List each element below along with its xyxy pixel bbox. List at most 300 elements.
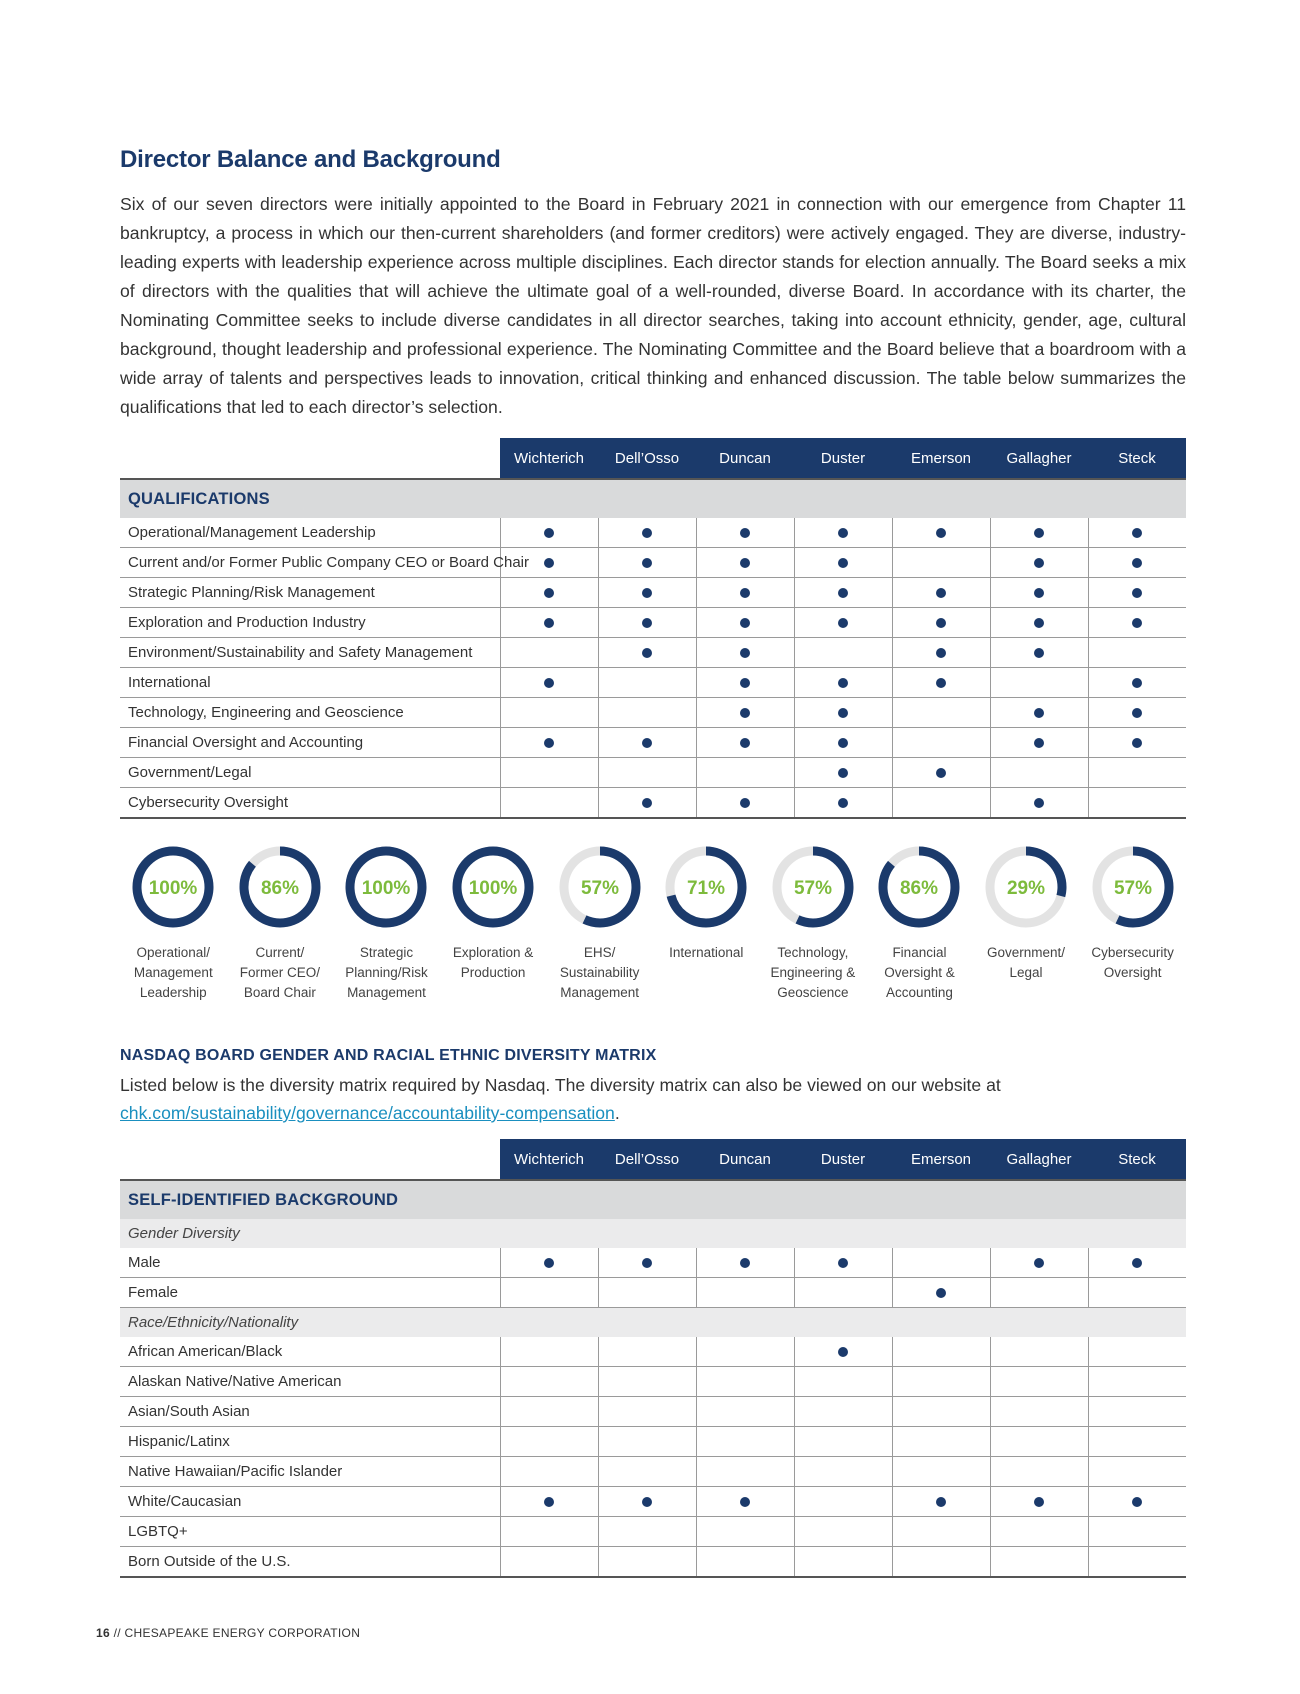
matrix-cell	[990, 1397, 1088, 1427]
matrix-cell	[598, 638, 696, 668]
bullet-dot-icon	[1034, 648, 1044, 658]
bullet-dot-icon	[1034, 588, 1044, 598]
ring-percent-label: 100%	[148, 878, 198, 899]
ring-percent-label: 100%	[468, 878, 518, 899]
ring-percent-label: 71%	[687, 878, 726, 899]
qualification-ring	[1079, 843, 1186, 1003]
director-column-header: Duster	[794, 438, 892, 479]
bullet-dot-icon	[1034, 708, 1044, 718]
matrix-cell	[500, 1248, 598, 1278]
table-row	[120, 1547, 1186, 1578]
matrix-cell	[598, 1547, 696, 1578]
matrix-cell	[892, 1487, 990, 1517]
matrix-cell	[500, 1278, 598, 1308]
row-label: Hispanic/Latinx	[120, 1427, 500, 1457]
matrix-cell	[500, 1457, 598, 1487]
matrix-cell	[1088, 1427, 1186, 1457]
matrix-cell	[794, 1427, 892, 1457]
director-column-header: Dell’Osso	[598, 1139, 696, 1180]
bullet-dot-icon	[1132, 1497, 1142, 1507]
matrix-cell	[598, 758, 696, 788]
matrix-cell	[696, 1337, 794, 1367]
bullet-dot-icon	[740, 708, 750, 718]
footer-company: CHESAPEAKE ENERGY CORPORATION	[124, 1626, 361, 1640]
page-content	[120, 140, 1186, 1578]
matrix-cell	[892, 578, 990, 608]
table-row	[120, 1487, 1186, 1517]
qualification-ring	[973, 843, 1080, 1003]
matrix-cell	[598, 668, 696, 698]
matrix-cell	[892, 758, 990, 788]
matrix-cell	[794, 1278, 892, 1308]
matrix-cell	[794, 1397, 892, 1427]
row-label: Exploration and Production Industry	[120, 608, 500, 638]
matrix-cell	[500, 758, 598, 788]
matrix-cell	[696, 578, 794, 608]
qualification-rings	[120, 843, 1186, 1003]
row-label: Financial Oversight and Accounting	[120, 728, 500, 758]
director-column-header: Duncan	[696, 1139, 794, 1180]
matrix-cell	[598, 728, 696, 758]
matrix-cell	[892, 548, 990, 578]
matrix-cell	[990, 518, 1088, 548]
bullet-dot-icon	[838, 1347, 848, 1357]
bullet-dot-icon	[838, 618, 848, 628]
bullet-dot-icon	[1132, 678, 1142, 688]
matrix-cell	[892, 1278, 990, 1308]
matrix-cell	[500, 1547, 598, 1578]
matrix-cell	[500, 518, 598, 548]
bullet-dot-icon	[936, 588, 946, 598]
bullet-dot-icon	[544, 1497, 554, 1507]
row-label: Technology, Engineering and Geoscience	[120, 698, 500, 728]
bullet-dot-icon	[740, 588, 750, 598]
matrix-cell	[892, 668, 990, 698]
bullet-dot-icon	[936, 618, 946, 628]
row-label: LGBTQ+	[120, 1517, 500, 1547]
matrix-cell	[1088, 1248, 1186, 1278]
matrix-cell	[500, 1427, 598, 1457]
matrix-cell	[696, 1517, 794, 1547]
bullet-dot-icon	[642, 738, 652, 748]
table-row	[120, 1397, 1186, 1427]
diversity-lead	[120, 1071, 1186, 1127]
matrix-cell	[892, 788, 990, 819]
bullet-dot-icon	[838, 798, 848, 808]
matrix-cell	[794, 758, 892, 788]
matrix-cell	[1088, 1547, 1186, 1578]
row-label: Strategic Planning/Risk Management	[120, 578, 500, 608]
matrix-cell	[990, 608, 1088, 638]
table-row	[120, 1337, 1186, 1367]
bullet-dot-icon	[936, 1497, 946, 1507]
matrix-cell	[990, 1547, 1088, 1578]
row-label: International	[120, 668, 500, 698]
matrix-cell	[696, 608, 794, 638]
matrix-cell	[598, 518, 696, 548]
matrix-cell	[500, 668, 598, 698]
table-row	[120, 728, 1186, 758]
matrix-cell	[696, 698, 794, 728]
bullet-dot-icon	[642, 558, 652, 568]
bullet-dot-icon	[936, 1288, 946, 1298]
matrix-cell	[696, 518, 794, 548]
bullet-dot-icon	[544, 678, 554, 688]
matrix-cell	[794, 1248, 892, 1278]
ring-chart	[1089, 843, 1177, 931]
director-column-header: Dell’Osso	[598, 438, 696, 479]
table-row	[120, 1367, 1186, 1397]
matrix-cell	[892, 698, 990, 728]
matrix-cell	[892, 1397, 990, 1427]
bullet-dot-icon	[1034, 558, 1044, 568]
page-number: 16	[96, 1626, 110, 1640]
matrix-cell	[598, 1457, 696, 1487]
matrix-cell	[1088, 608, 1186, 638]
subsection-label: Gender Diversity	[120, 1219, 1186, 1248]
matrix-cell	[794, 788, 892, 819]
director-column-header: Duster	[794, 1139, 892, 1180]
qualification-ring	[653, 843, 760, 1003]
matrix-cell	[1088, 1517, 1186, 1547]
matrix-cell	[696, 1547, 794, 1578]
bullet-dot-icon	[838, 558, 848, 568]
row-label: Female	[120, 1278, 500, 1308]
matrix-cell	[1088, 1337, 1186, 1367]
matrix-cell	[794, 1487, 892, 1517]
director-column-header: Duncan	[696, 438, 794, 479]
ring-chart	[236, 843, 324, 931]
bullet-dot-icon	[740, 558, 750, 568]
matrix-cell	[990, 1248, 1088, 1278]
bullet-dot-icon	[544, 558, 554, 568]
director-column-header: Steck	[1088, 438, 1186, 479]
matrix-cell	[892, 1517, 990, 1547]
matrix-cell	[1088, 518, 1186, 548]
bullet-dot-icon	[642, 618, 652, 628]
matrix-cell	[990, 728, 1088, 758]
matrix-cell	[500, 698, 598, 728]
matrix-cell	[794, 1547, 892, 1578]
matrix-cell	[696, 1427, 794, 1457]
matrix-cell	[500, 608, 598, 638]
matrix-cell	[990, 1457, 1088, 1487]
matrix-cell	[500, 638, 598, 668]
table-row	[120, 518, 1186, 548]
matrix-cell	[696, 1457, 794, 1487]
ring-caption: Strategic Planning/Risk Management	[345, 945, 428, 1000]
matrix-cell	[598, 1248, 696, 1278]
matrix-cell	[794, 578, 892, 608]
matrix-cell	[1088, 788, 1186, 819]
ring-caption: Cybersecurity Oversight	[1091, 945, 1174, 980]
matrix-cell	[990, 1487, 1088, 1517]
director-column-header: Emerson	[892, 1139, 990, 1180]
bullet-dot-icon	[1034, 738, 1044, 748]
director-column-header: Wichterich	[500, 438, 598, 479]
qualification-ring	[333, 843, 440, 1003]
matrix-cell	[598, 1487, 696, 1517]
matrix-cell	[990, 1517, 1088, 1547]
bullet-dot-icon	[544, 1258, 554, 1268]
subsection-row	[120, 1219, 1186, 1248]
ring-caption: International	[669, 945, 744, 960]
matrix-cell	[696, 1367, 794, 1397]
row-label: Operational/Management Leadership	[120, 518, 500, 548]
qualifications-table	[120, 438, 1186, 819]
ring-caption: Government/ Legal	[987, 945, 1066, 980]
bullet-dot-icon	[1132, 588, 1142, 598]
matrix-cell	[500, 578, 598, 608]
matrix-cell	[892, 1248, 990, 1278]
matrix-cell	[990, 638, 1088, 668]
qualification-ring	[227, 843, 334, 1003]
matrix-cell	[598, 548, 696, 578]
bullet-dot-icon	[740, 678, 750, 688]
matrix-cell	[990, 1427, 1088, 1457]
bullet-dot-icon	[838, 768, 848, 778]
ring-percent-label: 100%	[362, 878, 411, 899]
qualification-ring	[546, 843, 653, 1003]
matrix-cell	[1088, 698, 1186, 728]
matrix-cell	[794, 698, 892, 728]
ring-percent-label: 86%	[900, 878, 939, 899]
header-blank	[120, 438, 500, 479]
matrix-cell	[794, 728, 892, 758]
row-label: Current and/or Former Public Company CEO or Board Chair	[120, 548, 500, 578]
row-label: White/Caucasian	[120, 1487, 500, 1517]
subsection-label: Race/Ethnicity/Nationality	[120, 1308, 1186, 1338]
matrix-cell	[598, 788, 696, 819]
matrix-cell	[990, 548, 1088, 578]
row-label: Environment/Sustainability and Safety Management	[120, 638, 500, 668]
ring-caption: Exploration & Production	[452, 945, 534, 980]
row-label: Asian/South Asian	[120, 1397, 500, 1427]
table-row	[120, 1457, 1186, 1487]
bullet-dot-icon	[936, 768, 946, 778]
bullet-dot-icon	[740, 1258, 750, 1268]
matrix-cell	[892, 728, 990, 758]
table-row	[120, 698, 1186, 728]
matrix-cell	[500, 1487, 598, 1517]
ring-caption: Operational/ Management Leadership	[133, 945, 213, 1000]
matrix-cell	[598, 1367, 696, 1397]
intro-paragraph: Six of our seven directors were initially appointed to the Board in February 2021 in connection with our emergence from Chapter 11 bankruptcy, a process in which our then-current shareholders (and former creditors) were actively engaged. They are diverse, industry-leading experts with leadership experience across multiple disciplines. Each director stands for election annually. The Board seeks a mix of directors with the qualities that will achieve the ultimate goal of a well-rounded, diverse Board. In accordance with its charter, the Nominating Committee seeks to include diverse candidates in all director searches, taking into account ethnicity, gender, age, cultural background, thought leadership and professional experience. The Nominating Committee and the Board believe that a boardroom with a wide array of talents and perspectives leads to innovation, critical thinking and enhanced discussion. The table below summarizes the qualifications that led to each director’s selection.	[120, 194, 1186, 417]
bullet-dot-icon	[838, 678, 848, 688]
matrix-cell	[598, 1337, 696, 1367]
matrix-cell	[1088, 758, 1186, 788]
director-header-row	[120, 1139, 1186, 1180]
director-column-header: Gallagher	[990, 438, 1088, 479]
matrix-cell	[696, 788, 794, 819]
matrix-cell	[892, 1457, 990, 1487]
matrix-cell	[696, 758, 794, 788]
bullet-dot-icon	[838, 708, 848, 718]
matrix-cell	[794, 1367, 892, 1397]
table-row	[120, 788, 1186, 819]
background-heading: SELF-IDENTIFIED BACKGROUND	[120, 1180, 1186, 1219]
diversity-lead-text: Listed below is the diversity matrix required by Nasdaq. The diversity matrix can also be viewed on our website at	[120, 1075, 1001, 1095]
matrix-cell	[696, 638, 794, 668]
diversity-table	[120, 1139, 1186, 1578]
diversity-lead-end: .	[614, 1103, 620, 1123]
row-label: African American/Black	[120, 1337, 500, 1367]
matrix-cell	[1088, 1397, 1186, 1427]
matrix-cell	[696, 548, 794, 578]
ring-chart	[449, 843, 537, 931]
bullet-dot-icon	[1132, 1258, 1142, 1268]
row-label: Cybersecurity Oversight	[120, 788, 500, 819]
bullet-dot-icon	[1132, 738, 1142, 748]
qualifications-heading: QUALIFICATIONS	[120, 479, 1186, 518]
bullet-dot-icon	[1034, 1497, 1044, 1507]
row-label: Native Hawaiian/Pacific Islander	[120, 1457, 500, 1487]
ring-chart	[129, 843, 217, 931]
qualification-ring	[440, 843, 547, 1003]
matrix-cell	[892, 608, 990, 638]
matrix-cell	[598, 1397, 696, 1427]
ring-caption: Financial Oversight & Accounting	[884, 945, 955, 1000]
matrix-cell	[990, 1278, 1088, 1308]
row-label: Male	[120, 1248, 500, 1278]
qualification-ring	[866, 843, 973, 1003]
matrix-cell	[1088, 578, 1186, 608]
matrix-cell	[500, 1337, 598, 1367]
bullet-dot-icon	[642, 528, 652, 538]
row-label: Government/Legal	[120, 758, 500, 788]
bullet-dot-icon	[740, 738, 750, 748]
ring-caption: EHS/ Sustainability Management	[559, 945, 640, 1000]
diversity-link[interactable]: chk.com/sustainability/governance/accountability-compensation	[120, 1103, 615, 1123]
bullet-dot-icon	[740, 798, 750, 808]
matrix-cell	[598, 1517, 696, 1547]
matrix-cell	[990, 578, 1088, 608]
ring-chart	[662, 843, 750, 931]
matrix-cell	[892, 638, 990, 668]
matrix-cell	[794, 1457, 892, 1487]
table-row	[120, 758, 1186, 788]
bullet-dot-icon	[838, 528, 848, 538]
bullet-dot-icon	[642, 1497, 652, 1507]
ring-chart	[875, 843, 963, 931]
bullet-dot-icon	[642, 1258, 652, 1268]
matrix-cell	[794, 608, 892, 638]
footer-separator: //	[113, 1626, 121, 1640]
matrix-cell	[500, 788, 598, 819]
matrix-cell	[794, 1517, 892, 1547]
matrix-cell	[1088, 1457, 1186, 1487]
matrix-cell	[696, 1248, 794, 1278]
bullet-dot-icon	[936, 648, 946, 658]
matrix-cell	[892, 1427, 990, 1457]
bullet-dot-icon	[1132, 618, 1142, 628]
bullet-dot-icon	[740, 1497, 750, 1507]
matrix-cell	[598, 1427, 696, 1457]
matrix-cell	[598, 578, 696, 608]
matrix-cell	[892, 1367, 990, 1397]
bullet-dot-icon	[642, 648, 652, 658]
matrix-cell	[500, 1517, 598, 1547]
matrix-cell	[598, 698, 696, 728]
row-label: Born Outside of the U.S.	[120, 1547, 500, 1578]
matrix-cell	[696, 1487, 794, 1517]
director-header-row	[120, 438, 1186, 479]
matrix-cell	[794, 1337, 892, 1367]
row-label: Alaskan Native/Native American	[120, 1367, 500, 1397]
bullet-dot-icon	[1034, 1258, 1044, 1268]
ring-chart	[556, 843, 644, 931]
matrix-cell	[696, 728, 794, 758]
bullet-dot-icon	[544, 618, 554, 628]
director-column-header: Emerson	[892, 438, 990, 479]
table-row	[120, 668, 1186, 698]
qualification-ring	[760, 843, 867, 1003]
matrix-cell	[892, 1337, 990, 1367]
bullet-dot-icon	[936, 678, 946, 688]
matrix-cell	[794, 548, 892, 578]
matrix-cell	[794, 668, 892, 698]
bullet-dot-icon	[642, 798, 652, 808]
bullet-dot-icon	[838, 1258, 848, 1268]
matrix-cell	[696, 1397, 794, 1427]
table-row	[120, 548, 1186, 578]
ring-chart	[342, 843, 430, 931]
ring-percent-label: 57%	[580, 878, 619, 899]
matrix-cell	[696, 1278, 794, 1308]
qualification-ring	[120, 843, 227, 1003]
bullet-dot-icon	[838, 738, 848, 748]
bullet-dot-icon	[642, 588, 652, 598]
matrix-cell	[990, 698, 1088, 728]
director-column-header: Wichterich	[500, 1139, 598, 1180]
matrix-cell	[500, 1397, 598, 1427]
table-row	[120, 578, 1186, 608]
matrix-cell	[892, 518, 990, 548]
bullet-dot-icon	[544, 528, 554, 538]
matrix-cell	[892, 1547, 990, 1578]
matrix-cell	[500, 1367, 598, 1397]
matrix-cell	[1088, 638, 1186, 668]
ring-percent-label: 57%	[793, 878, 832, 899]
director-column-header: Gallagher	[990, 1139, 1088, 1180]
matrix-cell	[1088, 728, 1186, 758]
matrix-cell	[1088, 668, 1186, 698]
matrix-cell	[990, 668, 1088, 698]
matrix-cell	[990, 788, 1088, 819]
bullet-dot-icon	[544, 588, 554, 598]
matrix-cell	[696, 668, 794, 698]
matrix-cell	[990, 758, 1088, 788]
ring-percent-label: 29%	[1007, 878, 1046, 899]
ring-caption: Current/ Former CEO/ Board Chair	[239, 945, 321, 1000]
bullet-dot-icon	[1034, 618, 1044, 628]
matrix-cell	[1088, 548, 1186, 578]
table-row	[120, 1427, 1186, 1457]
director-column-header: Steck	[1088, 1139, 1186, 1180]
matrix-cell	[598, 608, 696, 638]
table-row	[120, 638, 1186, 668]
bullet-dot-icon	[838, 588, 848, 598]
bullet-dot-icon	[1034, 528, 1044, 538]
matrix-cell	[1088, 1278, 1186, 1308]
matrix-cell	[794, 638, 892, 668]
bullet-dot-icon	[740, 528, 750, 538]
bullet-dot-icon	[1132, 558, 1142, 568]
bullet-dot-icon	[1132, 708, 1142, 718]
bullet-dot-icon	[740, 648, 750, 658]
ring-chart	[769, 843, 857, 931]
bullet-dot-icon	[1034, 798, 1044, 808]
